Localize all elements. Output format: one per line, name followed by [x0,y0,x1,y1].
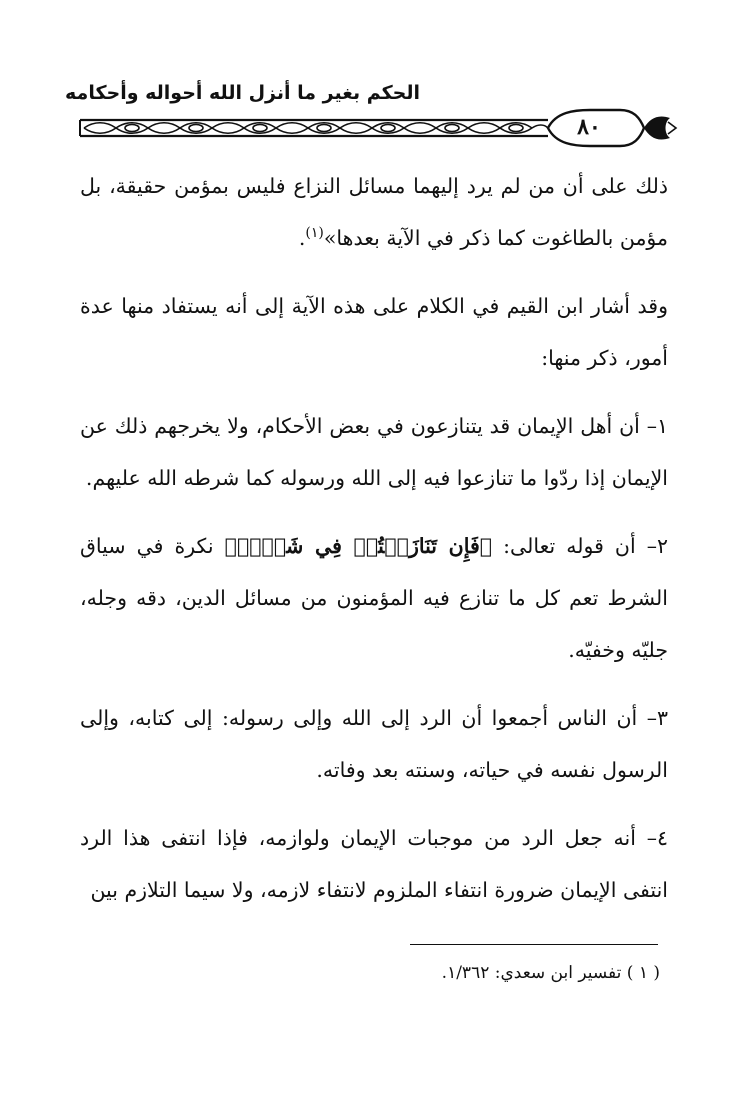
page-number: ٨٠ [577,114,601,140]
paragraph-5: ٣– أن الناس أجمعوا أن الرد إلى الله وإلى رسوله: إلى كتابه، وإلى الرسول نفسه في حياته، وسنته بعد وفاته. [80,706,668,782]
paragraph-4 [80,520,668,676]
footnote-reference[interactable]: (١) [305,225,324,242]
quran-verse: ﴿فَإِن تَنَازَعۡتُمۡ فِي شَيۡءٖ﴾ [224,534,493,558]
paragraph-2: وقد أشار ابن القيم في الكلام على هذه الآية إلى أنه يستفاد منها عدة أمور، ذكر منها: [80,294,668,370]
paragraph-1-end: . [298,226,306,250]
body-text [80,160,668,932]
paragraph-1 [80,160,668,264]
paragraph-6: ٤– أنه جعل الرد من موجبات الإيمان ولوازمه، فإذا انتفى هذا الرد انتفى الإيمان ضرورة انتفاء الملزوم لانتفاء لازمه، ولا سيما التلازم بين [80,826,668,902]
paragraph-4-start: ٢– أن قوله تعالى: [492,534,668,558]
paragraph-3: ١– أن أهل الإيمان قد يتنازعون في بعض الأحكام، ولا يخرجهم ذلك عن الإيمان إذا ردّوا ما تنازعوا فيه إلى الله ورسوله كما شرطه الله عليهم. [80,414,668,490]
running-title: الحكم بغير ما أنزل الله أحواله وأحكامه [65,82,420,104]
footnote-divider [410,944,658,945]
paragraph-1-text: ذلك على أن من لم يرد إليهما مسائل النزاع فليس بمؤمن حقيقة، بل مؤمن بالطاغوت كما ذكر في الآية بعدها» [80,174,668,250]
paragraph-4-end: نكرة في سياق الشرط تعم كل ما تنازع فيه المؤمنون من مسائل الدين، دقه وجله، جليّه وخفيّه. [80,534,668,662]
footnote: ( ١ ) تفسير ابن سعدي: ١/٣٦٢. [441,963,660,983]
